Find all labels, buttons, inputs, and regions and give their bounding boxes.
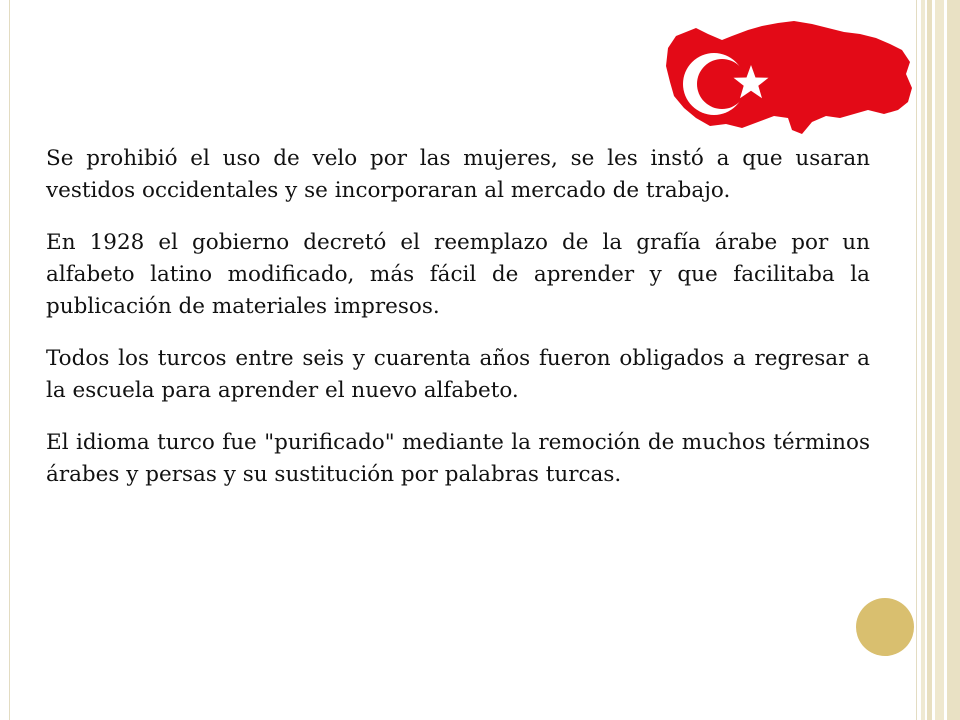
slide-body-text — [46, 143, 870, 511]
paragraph-school: Todos los turcos entre seis y cuarenta años fueron obligados a regresar a la escuela para aprender el nuevo alfabeto. — [46, 346, 870, 403]
paragraph-veil: Se prohibió el uso de velo por las mujeres, se les instó a que usaran vestidos occidentales y se incorporaran al mercado de trabajo. — [46, 146, 870, 203]
turkey-flag-map-icon — [662, 18, 918, 138]
decorative-side-stripes — [921, 0, 960, 720]
gold-circle-icon — [856, 598, 914, 656]
paragraph-language: El idioma turco fue "purificado" mediante la remoción de muchos términos árabes y persas y su sustitución por palabras turcas. — [46, 430, 870, 487]
paragraph-alphabet: En 1928 el gobierno decretó el reemplazo de la grafía árabe por un alfabeto latino modificado, más fácil de aprender y que facilitaba la publicación de materiales impresos. — [46, 230, 870, 319]
